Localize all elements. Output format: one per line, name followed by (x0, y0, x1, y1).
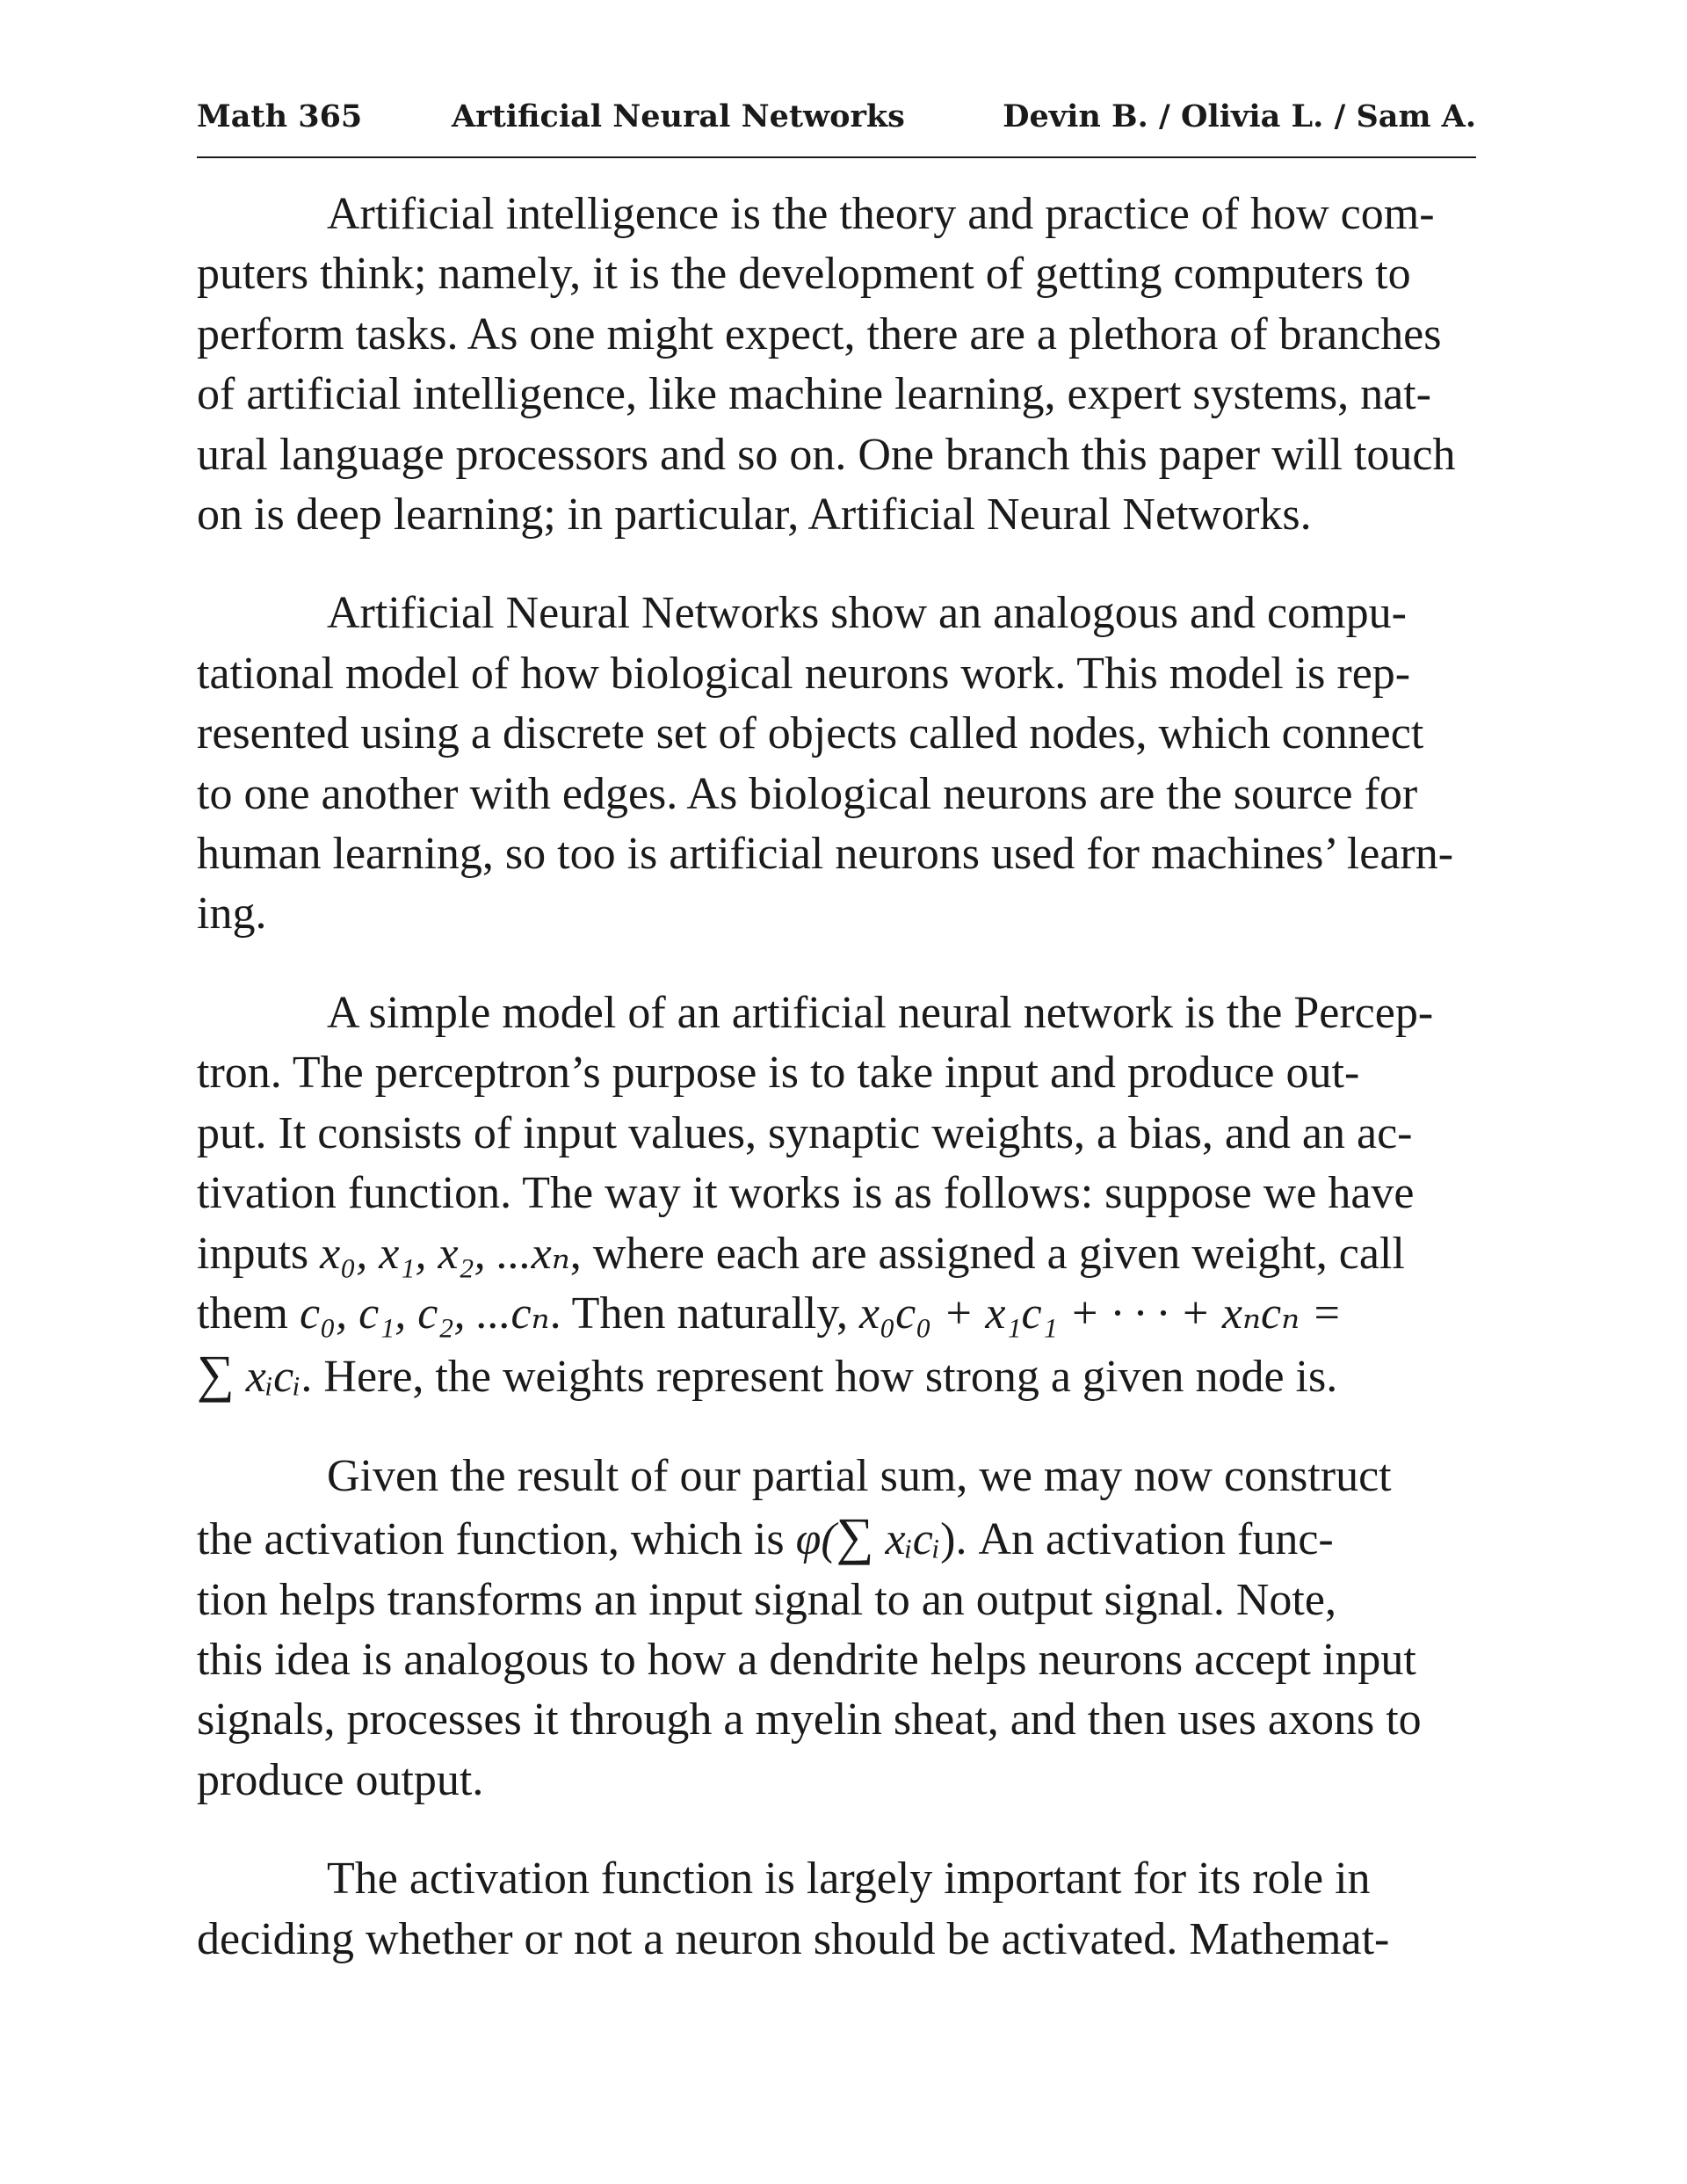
paragraph-1 (197, 185, 1506, 545)
sigma-symbol: ∑ (197, 1345, 235, 1404)
text-line: ∑ xᵢcᵢ. Here, the weights represent how strong a given node is. (197, 1345, 1338, 1404)
text-line: them c₀, c₁, c₂, ...cₙ. Then naturally, x₀c₀ + x₁c₁ + · · · + xₙcₙ = (197, 1288, 1343, 1339)
text-line: The activation function is largely important for its role in (327, 1854, 1371, 1905)
text-line: perform tasks. As one might expect, there are a plethora of branches (197, 308, 1442, 359)
math-sum-term: xᵢcᵢ (245, 1352, 301, 1403)
math-inputs: x₀, x₁, x₂, ...xₙ (320, 1228, 570, 1279)
text-line: to one another with edges. As biological neurons are the source for (197, 768, 1418, 819)
text-line: deciding whether or not a neuron should be activated. Mathemat- (197, 1913, 1390, 1964)
math-sum-term: xᵢcᵢ (885, 1514, 941, 1565)
math-phi: φ( (795, 1514, 836, 1565)
text-line: human learning, so too is artificial neurons used for machines’ learn- (197, 829, 1454, 880)
text-line: the activation function, which is φ(∑ xᵢcᵢ). An activation func- (197, 1507, 1334, 1566)
text-line: ing. (197, 889, 267, 940)
text-line: on is deep learning; in particular, Artificial Neural Networks. (197, 490, 1312, 541)
text-line: ural language processors and so on. One branch this paper will touch (197, 429, 1456, 480)
text-line: Artificial intelligence is the theory and practice of how com- (327, 189, 1435, 239)
text-line: produce output. (197, 1754, 484, 1805)
text-line: puters think; namely, it is the development of getting computers to (197, 249, 1411, 300)
header-course: Math 365 (197, 98, 363, 134)
text-line: this idea is analogous to how a dendrite helps neurons accept input (197, 1634, 1416, 1685)
text-line: tational model of how biological neurons work. This model is rep- (197, 648, 1411, 699)
text-line: signals, processes it through a myelin sheat, and then uses axons to (197, 1694, 1422, 1745)
sigma-symbol: ∑ (836, 1507, 874, 1566)
paragraph-2 (197, 584, 1506, 944)
math-weighted-sum: x₀c₀ + x₁c₁ + · · · + xₙcₙ = (858, 1288, 1343, 1339)
text-line: put. It consists of input values, synaptic weights, a bias, and an ac- (197, 1107, 1413, 1158)
body-text (197, 185, 1506, 2008)
header-rule (197, 156, 1476, 158)
text-line: tion helps transforms an input signal to an output signal. Note, (197, 1574, 1336, 1625)
header-title: Artificial Neural Networks (452, 98, 905, 134)
text-line: tron. The perceptron’s purpose is to take input and produce out- (197, 1048, 1360, 1099)
math-weights: c₀, c₁, c₂, ...cₙ (299, 1288, 550, 1339)
running-header (197, 98, 1476, 151)
header-authors: Devin B. / Olivia L. / Sam A. (1003, 98, 1476, 134)
text-line: Artificial Neural Networks show an analogous and compu- (327, 588, 1407, 639)
text-line: A simple model of an artificial neural network is the Percep- (327, 987, 1434, 1038)
text-line: inputs x₀, x₁, x₂, ...xₙ, where each are assigned a given weight, call (197, 1228, 1405, 1279)
text-line: resented using a discrete set of objects called nodes, which connect (197, 708, 1424, 759)
document-page (197, 0, 1497, 2184)
text-line: tivation function. The way it works is as follows: suppose we have (197, 1168, 1415, 1219)
paragraph-4 (197, 1447, 1506, 1810)
text-line: of artificial intelligence, like machine learning, expert systems, nat- (197, 369, 1431, 420)
text-line: Given the result of our partial sum, we may now construct (327, 1450, 1392, 1501)
paragraph-5 (197, 1849, 1506, 1970)
paragraph-3 (197, 983, 1506, 1408)
